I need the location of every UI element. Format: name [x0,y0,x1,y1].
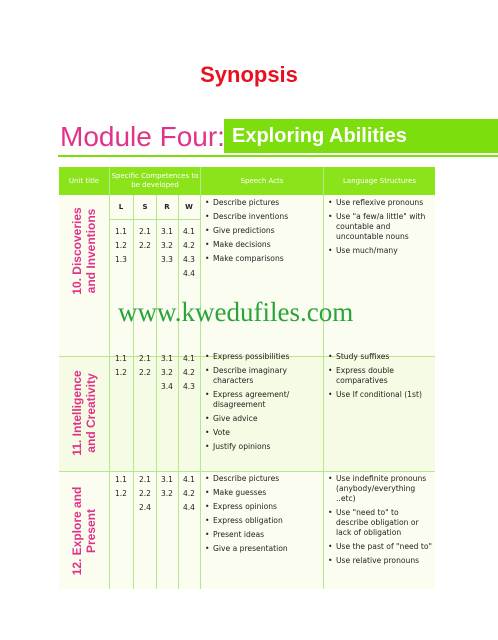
competence-value: 3.1 [161,475,173,484]
competence-value: 1.2 [115,489,127,498]
list-item: • Give a presentation [205,544,321,554]
competence-value: 4.3 [183,255,195,264]
list-item: • Study suffixes [328,352,433,362]
competence-value: 2.1 [139,227,151,236]
list-item: • Use "need to" to describe obligation or lack of obligation [328,508,433,538]
list-item: • Use "a few/a little" with countable and uncountable nouns [328,212,433,242]
competence-value: 4.4 [183,503,195,512]
grid-line [200,167,201,589]
list-item: • Describe imaginary characters [205,366,321,386]
list-item: • Describe pictures [205,198,321,208]
skill-label-s: S [142,203,148,211]
competence-value: 3.1 [161,227,173,236]
skill-label-l: L [118,203,124,211]
language-structures-list [328,198,433,260]
header-language-structures: Language Structures [324,167,435,195]
list-item: • Give advice [205,414,321,424]
list-item: • Make guesses [205,488,321,498]
grid-line [59,471,435,472]
competence-value: 3.3 [161,255,173,264]
page-title: Synopsis [200,62,298,87]
list-item: • Express double comparatives [328,366,433,386]
module-name: Exploring Abilities [232,125,407,147]
competence-value: 2.1 [139,354,151,363]
speech-acts-list [205,352,321,456]
competence-value: 4.2 [183,368,195,377]
skill-label-r: R [164,203,170,211]
competence-value: 2.2 [139,368,151,377]
competence-value: 3.4 [161,382,173,391]
competence-value: 1.3 [115,255,127,264]
competence-value: 1.1 [115,354,127,363]
competence-value: 2.1 [139,475,151,484]
list-item: • Use indefinite pronouns (anybody/everything ..etc) [328,474,433,504]
list-item: • Use If conditional (1st) [328,390,433,400]
header-unit-title: Unit title [59,167,109,195]
list-item: • Describe inventions [205,212,321,222]
grid-line [109,167,110,589]
list-item: • Make comparisons [205,254,321,264]
list-item: • Use relative pronouns [328,556,433,566]
list-item: • Vote [205,428,321,438]
list-item: • Express opinions [205,502,321,512]
speech-acts-list [205,198,321,268]
list-item: • Use the past of "need to" [328,542,433,552]
grid-line [110,219,200,220]
competence-value: 4.3 [183,382,195,391]
grid-line [323,167,324,589]
competence-value: 3.2 [161,368,173,377]
competence-value: 1.2 [115,368,127,377]
header-competences: Specific Competences to be developed [110,167,200,195]
competence-value: 4.1 [183,227,195,236]
unit-title-10: 10. Discoveries and Inventions [70,207,98,295]
competence-value: 2.2 [139,489,151,498]
competence-value: 3.2 [161,241,173,250]
module-prefix: Module Four: [60,121,225,152]
competence-value: 4.2 [183,489,195,498]
module-heading [0,119,498,155]
language-structures-list [328,474,433,570]
module-name-bar [224,119,498,153]
competence-value: 1.2 [115,241,127,250]
list-item: • Use much/many [328,246,433,256]
competence-value: 4.4 [183,269,195,278]
competence-value: 1.1 [115,475,127,484]
list-item: • Use reflexive pronouns [328,198,433,208]
competence-value: 4.2 [183,241,195,250]
competence-value: 4.1 [183,354,195,363]
list-item: • Present ideas [205,530,321,540]
competence-value: 2.4 [139,503,151,512]
speech-acts-list [205,474,321,558]
list-item: • Make decisions [205,240,321,250]
competence-value: 4.1 [183,475,195,484]
header-speech-acts: Speech Acts [201,167,323,195]
language-structures-list [328,352,433,404]
grid-line [133,195,134,589]
synopsis-table [59,167,435,589]
unit-title-12: 12. Explore and Present [70,486,98,576]
list-item: • Express obligation [205,516,321,526]
list-item: • Express possibilities [205,352,321,362]
skill-label-w: W [185,203,193,211]
competence-value: 3.2 [161,489,173,498]
module-underline [58,155,498,157]
list-item: • Justify opinions [205,442,321,452]
list-item: • Give predictions [205,226,321,236]
competence-value: 1.1 [115,227,127,236]
watermark-text: www.kwedufiles.com [118,297,354,327]
competence-value: 2.2 [139,241,151,250]
competence-value: 3.1 [161,354,173,363]
list-item: • Express agreement/ disagreement [205,390,321,410]
unit-title-11: 11. Intelligence and Creativity [70,370,98,456]
list-item: • Describe pictures [205,474,321,484]
